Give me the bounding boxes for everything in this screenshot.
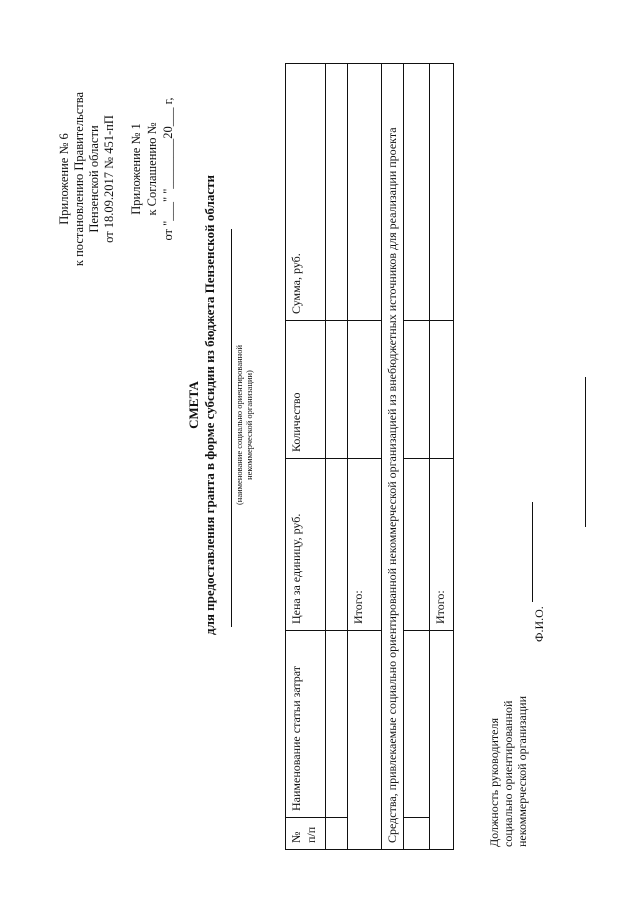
appendix-header: [57, 69, 117, 289]
agreement-date-line: от "___" "________20___ г,: [161, 97, 175, 241]
position-line: некоммерческой организации: [515, 695, 529, 847]
title-main: СМЕТА: [186, 381, 201, 429]
table-section-row: [382, 64, 404, 850]
title-sub: для предоставления гранта в форме субсидии из бюджета Пензенской области: [202, 175, 217, 635]
position-line: социально ориентированной: [501, 700, 515, 847]
fio-label: Ф.И.О.: [532, 606, 546, 642]
signature-underline: [585, 377, 586, 527]
appendix-line: к постановлению Правительства: [72, 91, 86, 267]
total-label: Итого:: [348, 459, 382, 631]
section-label: Средства, привлекаемые социально ориентированной некоммерческой организацией из внебюджетных источников для реализации проекта: [382, 64, 404, 850]
agreement-title: Приложение № 1: [129, 123, 143, 215]
table-total-row: [348, 64, 382, 850]
table-row: [326, 64, 348, 850]
table-total-row: [430, 64, 454, 850]
table-header-row: [286, 64, 326, 850]
appendix-line: от 18.09.2017 № 451-пП: [102, 115, 116, 243]
document-title: [186, 55, 218, 755]
org-caption: [234, 325, 254, 525]
signature-position: [487, 696, 529, 847]
appendix-line: Приложение № 6: [57, 133, 71, 225]
org-caption-line: (наименование социально ориентированной: [234, 344, 244, 506]
header-cell-quantity: Количество: [286, 321, 326, 459]
agreement-number-line: к Соглашению №: [145, 122, 159, 216]
org-caption-line: некоммерческой организации): [244, 370, 254, 480]
total-label-2: Итого:: [430, 459, 454, 631]
header-cell-sum: Сумма, руб.: [286, 64, 326, 321]
header-cell-item: Наименование статьи затрат: [286, 631, 326, 818]
header-cell-number: № п/п: [286, 818, 326, 850]
org-name-underline: [231, 229, 232, 627]
budget-table: [285, 63, 454, 850]
table-row: [404, 64, 430, 850]
position-line: Должность руководителя: [487, 718, 501, 847]
fio-underline: [532, 502, 533, 602]
appendix-line: Пензенской области: [87, 125, 101, 233]
agreement-block: [121, 59, 181, 279]
header-cell-price: Цена за единицу, руб.: [286, 459, 326, 631]
